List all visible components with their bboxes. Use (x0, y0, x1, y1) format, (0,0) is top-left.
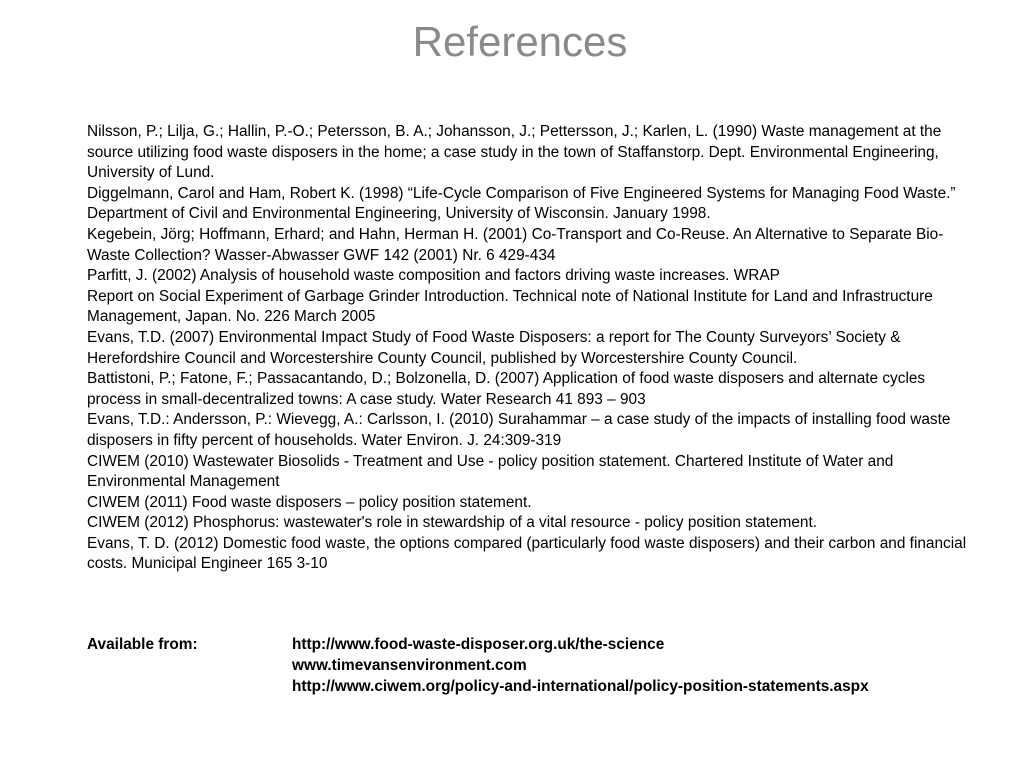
reference-item: Kegebein, Jörg; Hoffmann, Erhard; and Hahn, Herman H. (2001) Co-Transport and Co-Reuse. An Alternative to Separate Bio-Waste Collection? Wasser-Abwasser GWF 142 (2001) Nr. 6 429-434 (87, 225, 944, 264)
reference-list (87, 122, 967, 575)
reference-item: CIWEM (2012) Phosphorus: wastewater's role in stewardship of a vital resource - policy position statement. (87, 514, 818, 532)
source-link[interactable]: http://www.food-waste-disposer.org.uk/the-science (292, 636, 665, 653)
slide-title: References (412, 18, 628, 65)
available-from-links (292, 634, 869, 698)
reference-item: Diggelmann, Carol and Ham, Robert K. (1998) “Life-Cycle Comparison of Five Engineered Systems for Managing Food Waste.” Department of Civil and Environmental Engineering, University of Wisconsin. January 1998. (87, 184, 956, 223)
source-link[interactable]: http://www.ciwem.org/policy-and-international/policy-position-statements.aspx (292, 678, 869, 696)
reference-item: CIWEM (2011) Food waste disposers – policy position statement. (87, 493, 532, 511)
reference-item: Evans, T.D.: Andersson, P.: Wievegg, A.: Carlsson, I. (2010) Surahammar – a case study of the impacts of installing food waste disposers in fifty percent of households. Water Environ. J. 24:309-319 (87, 411, 951, 449)
reference-item: CIWEM (2010) Wastewater Biosolids - Treatment and Use - policy position statement. Chartered Institute of Water and Environmental Management (87, 452, 894, 491)
available-from-label: Available from: (87, 636, 198, 653)
reference-item: Nilsson, P.; Lilja, G.; Hallin, P.-O.; Petersson, B. A.; Johansson, J.; Pettersson, J.; Karlen, L. (1990) Waste management at the source utilizing food waste disposers in the home; a case study in the town of Staffanstorp. Dept. Environmental Engineering, University of Lund. (87, 123, 942, 182)
reference-item: Parfitt, J. (2002) Analysis of household waste composition and factors driving waste increases. WRAP (87, 267, 780, 285)
reference-item: Evans, T. D. (2012) Domestic food waste, the options compared (particularly food waste disposers) and their carbon and financial costs. Municipal Engineer 165 3-10 (87, 534, 967, 573)
source-link[interactable]: www.timevansenvironment.com (292, 657, 527, 675)
reference-item: Report on Social Experiment of Garbage Grinder Introduction. Technical note of National Institute for Land and Infrastructure Management, Japan. No. 226 March 2005 (87, 287, 933, 326)
reference-item: Battistoni, P.; Fatone, F.; Passacantando, D.; Bolzonella, D. (2007) Application of food waste disposers and alternate cycles process in small-decentralized towns: A case study. Water Research 41 893 – 903 (87, 370, 926, 408)
reference-item: Evans, T.D. (2007) Environmental Impact Study of Food Waste Disposers: a report for The County Surveyors’ Society & Herefordshire Council and Worcestershire County Council, published by Worcestershire County Council. (87, 328, 901, 367)
